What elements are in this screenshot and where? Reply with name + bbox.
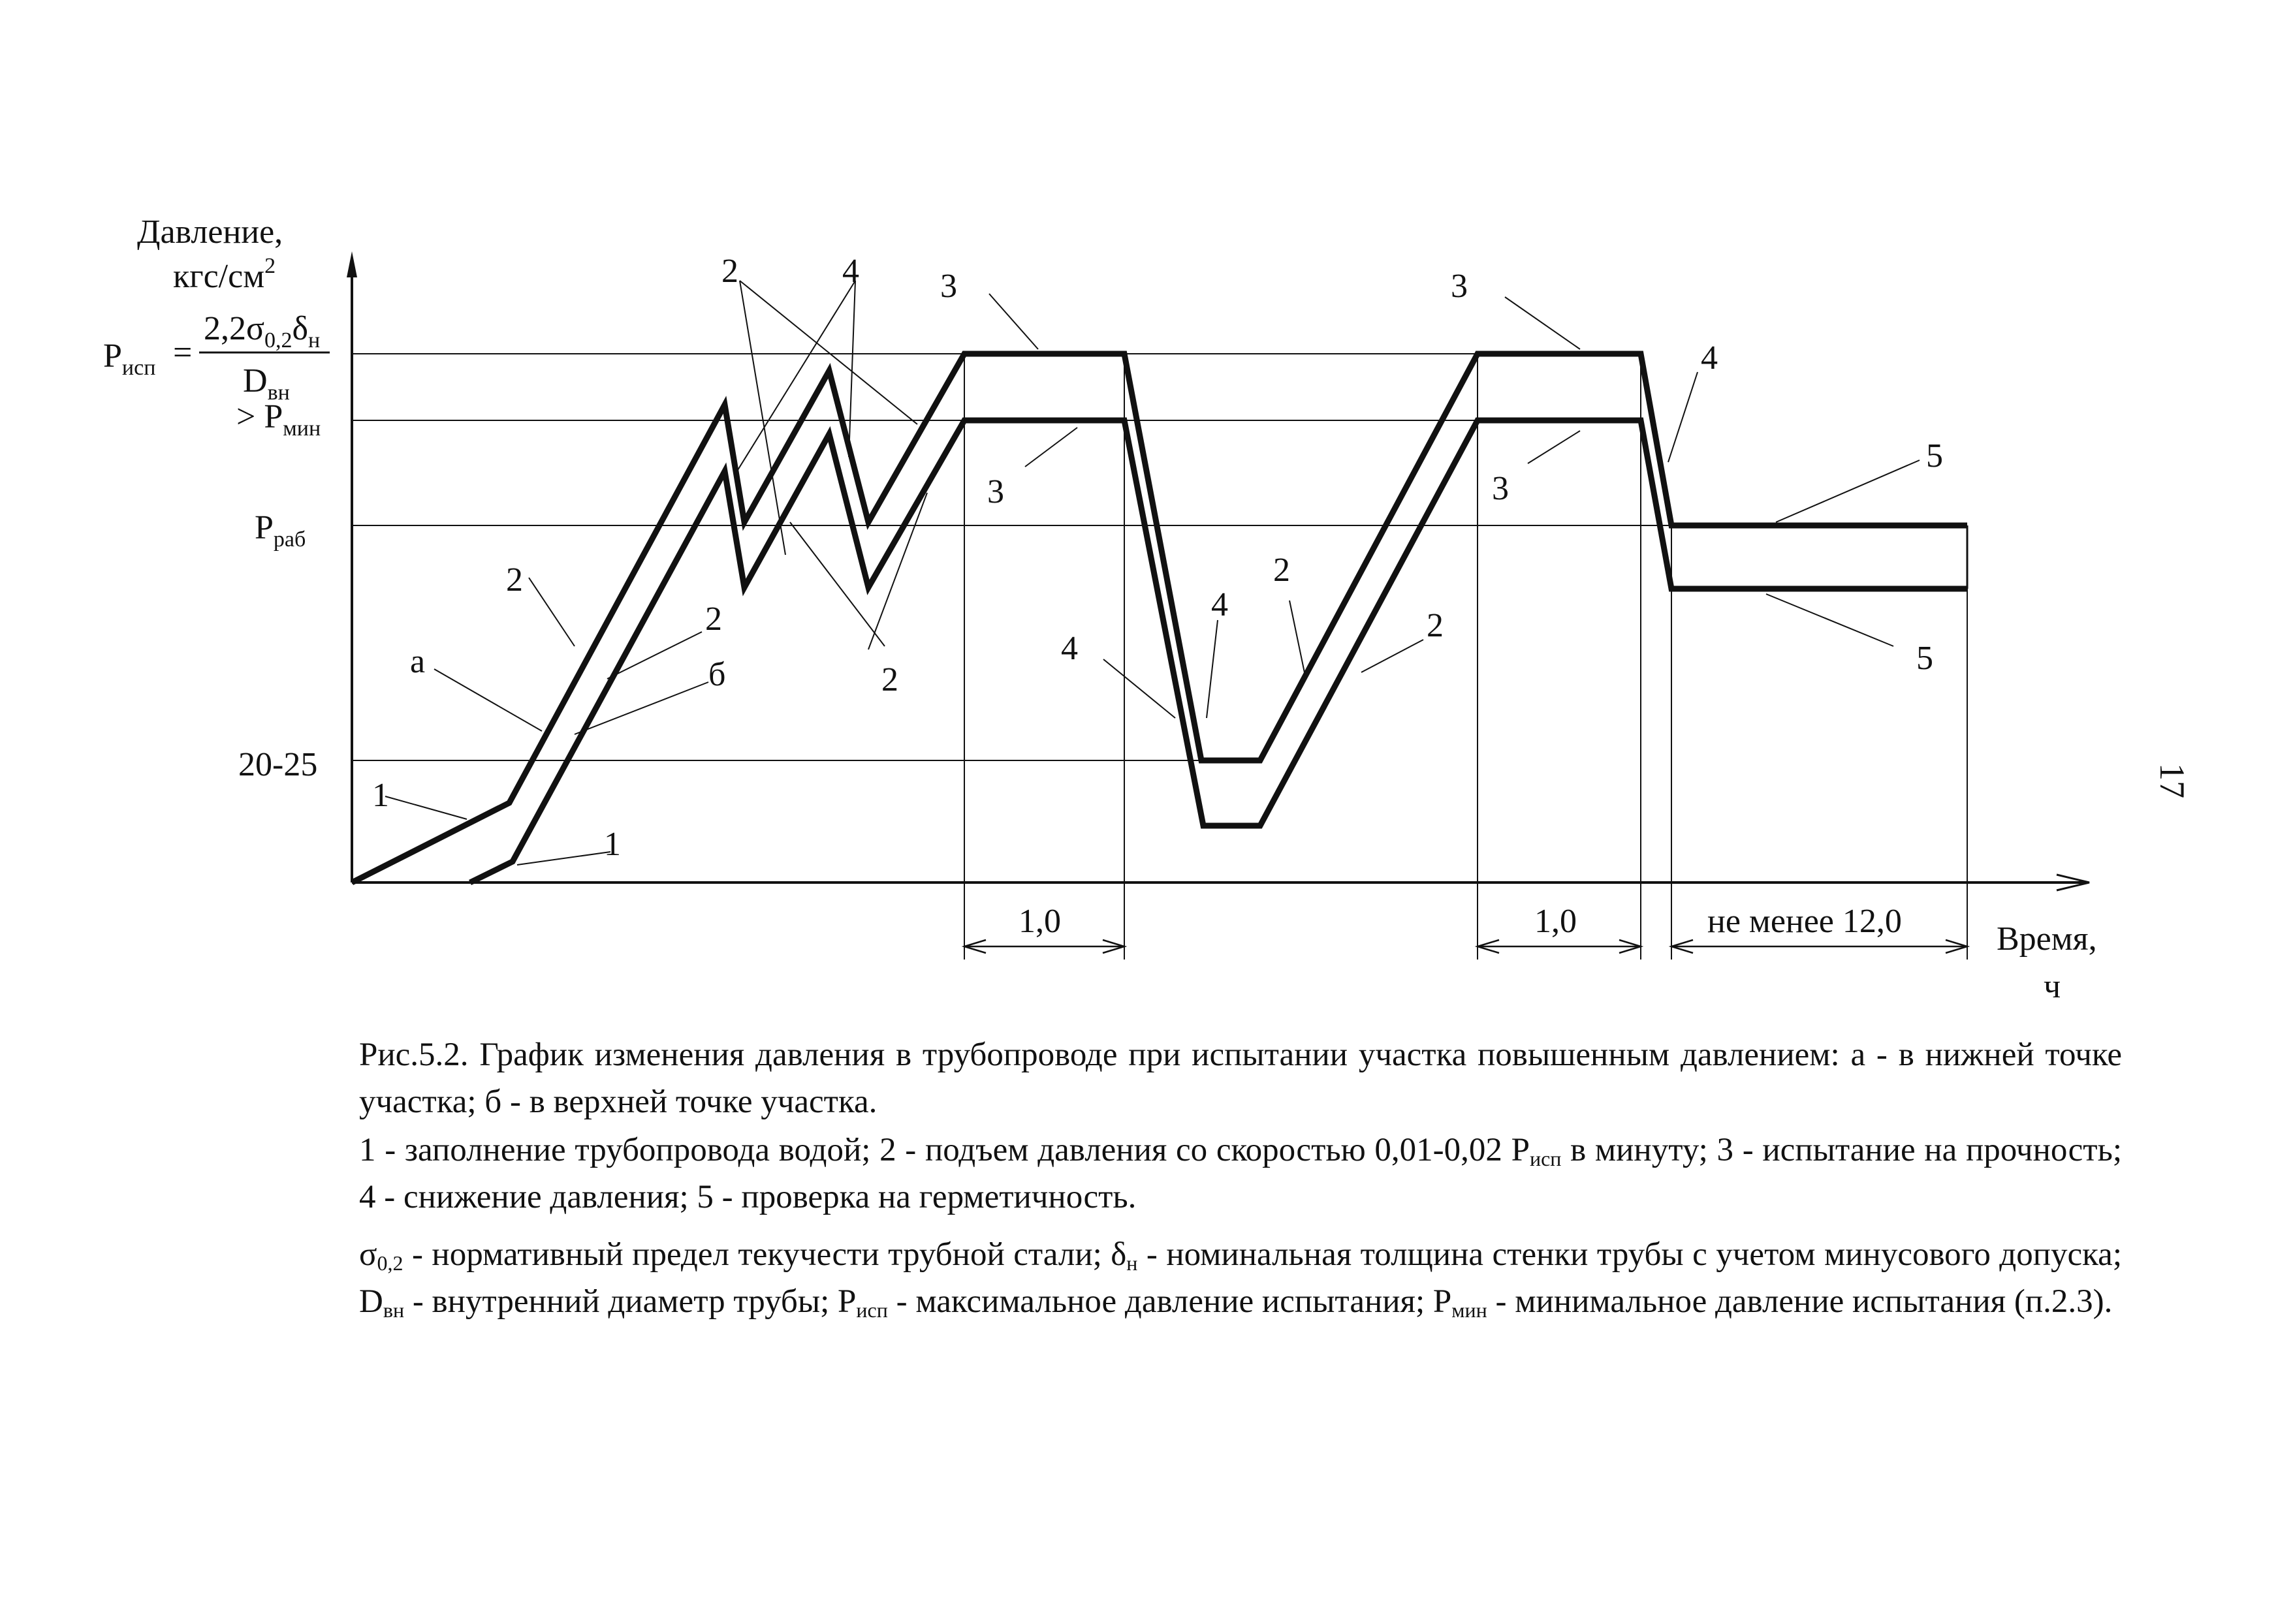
low-level-label: 20-25 <box>238 746 318 783</box>
page-number: 17 <box>2153 763 2192 798</box>
curve-b-label: б <box>708 656 726 693</box>
stage-label: 4 <box>1211 586 1228 623</box>
y-axis-unit: кгс/$см^2$ <box>173 254 276 295</box>
interval-arrow-3 <box>1671 940 1967 953</box>
stage-label: 2 <box>506 561 523 599</box>
stage-label: 1 <box>604 826 621 863</box>
stage-label: 3 <box>1451 268 1468 305</box>
y-axis-arrow <box>347 251 357 277</box>
y-axis-label: Давление, <box>137 213 283 251</box>
formula-numerator: $2,2\sigma_{0,2}\delta_н$ <box>204 310 321 352</box>
stage-label: 4 <box>1061 630 1078 667</box>
stage-label: 3 <box>1492 470 1509 507</box>
interval-label-3: не менее 12,0 <box>1707 903 1902 940</box>
curve-a-label: а <box>410 643 426 680</box>
stage-label: 2 <box>1273 552 1290 589</box>
notation-paragraph: $\sigma_{0,2}$ - нормативный предел текучести трубной стали; $\delta_н$ - номинальная толщина стенки трубы с учетом минусового допуска; $D_{вн}$ - внутренний диаметр трубы; $P_{исп}$ - максимальное давление испытания; $P_{мин}$ - минимальное давление испытания (п.2.3). <box>359 1236 2122 1322</box>
stage-label: 3 <box>987 473 1004 510</box>
stage-label: 3 <box>940 268 957 305</box>
stage-label: 5 <box>1916 640 1933 677</box>
legend-paragraph: 1 - заполнение трубопровода водой; 2 - подъем давления со скоростью 0,01-0,02 $P_{исп}$ в минуту; 3 - испытание на прочность; 4 - снижение давления; 5 - проверка на герметичность. <box>359 1132 2122 1215</box>
formula-equals: = <box>173 334 193 371</box>
stage-label: 4 <box>1701 339 1718 377</box>
stage-label: 2 <box>1427 607 1444 644</box>
formula-denominator: $D_{вн}$ <box>243 362 290 405</box>
stage-label: 1 <box>372 777 389 814</box>
interval-arrow-1 <box>964 940 1124 953</box>
x-axis-unit: ч <box>2044 968 2061 1005</box>
curve-a <box>352 354 1967 882</box>
stage-label: 2 <box>881 661 898 698</box>
p-min-label: > $P_{мин}$ <box>236 398 321 441</box>
p-rab-label: $P_{раб}$ <box>255 509 306 552</box>
interval-label-1: 1,0 <box>1019 903 1061 940</box>
interval-arrow-2 <box>1478 940 1641 953</box>
interval-label-2: 1,0 <box>1534 903 1577 940</box>
stage-label: 4 <box>842 253 859 290</box>
p-isp-label: $P_{исп}$ <box>103 337 156 380</box>
stage-label: 2 <box>705 601 722 638</box>
stage-label: 2 <box>721 253 738 290</box>
figure-caption: Рис.5.2. График изменения давления в трубопроводе при испытании участка повышенным давлением: а - в нижней точке участка; б - в верхней точке участка. <box>359 1037 2122 1120</box>
stage-label: 5 <box>1926 437 1943 475</box>
x-axis-label: Время, <box>1997 920 2097 958</box>
curve-b <box>470 420 1967 882</box>
